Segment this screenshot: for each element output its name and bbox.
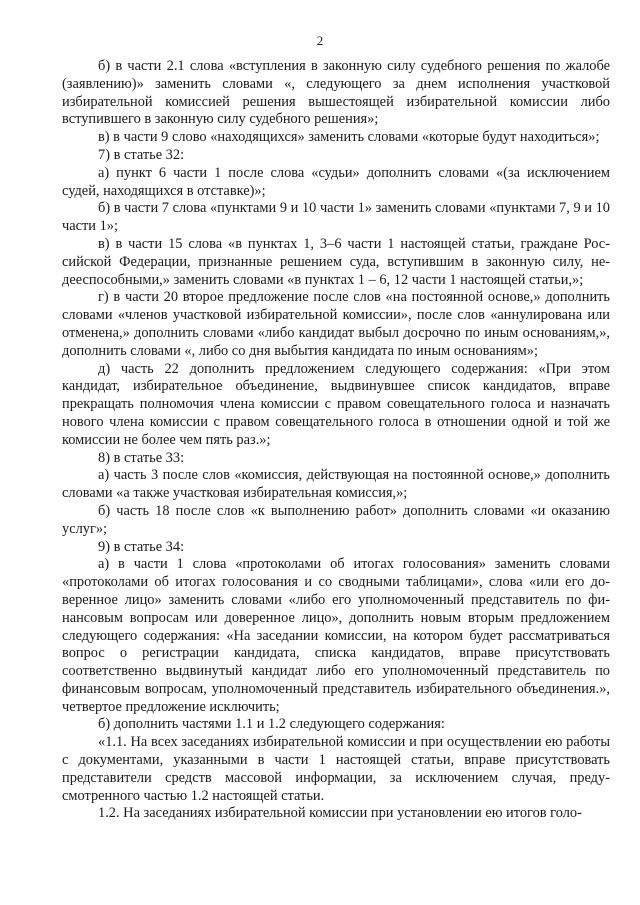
paragraph: а) часть 3 после слов «комиссия, действующая на постоянной основе,» дополнить словами «а также участковая избирательная комиссия,»; xyxy=(62,467,610,502)
document-body xyxy=(62,58,610,823)
page-number: 2 xyxy=(316,33,324,48)
paragraph: «1.1. На всех заседаниях избирательной комиссии и при осуществлении ею работы с документами, указанными в части 1 настоящей статьи, вправе присутствовать представители средств массовой информации, за исключением случая, предусмотренного частью 1.2 настоящей статьи. xyxy=(62,734,610,804)
paragraph: 8) в статье 33: xyxy=(98,449,185,466)
paragraph: а) пункт 6 части 1 после слова «судьи» дополнить словами «(за исключением судей, находящихся в отставке)»; xyxy=(62,164,610,199)
paragraph: г) в части 20 второе предложение после слов «на постоянной основе,» дополнить словами «членов участковой избирательной комиссии», после слов «аннулирована или отменена,» дополнить словами «либо кандидат выбыл досрочно по иным основаниям,», дополнить словами «, либо со дня выбытия кандидата по иным основаниям»; xyxy=(62,289,610,359)
paragraph: б) часть 18 после слов «к выполнению работ» дополнить словами «и оказанию услуг»; xyxy=(62,502,610,537)
paragraph: б) в части 7 слова «пунктами 9 и 10 части 1» заменить словами «пунктами 7, 9 и 10 части 1»; xyxy=(62,200,610,235)
paragraph: а) в части 1 слова «протоколами об итогах голосования» заменить словами «протоколами об итогах голосования и со сводными таблицами», слова «или его доверенное лицо» заменить словами «либо его уполномоченный представитель по финансовым вопросам или доверенное лицо», дополнить новым вторым предложением следующего содержания: «На заседании комиссии, на котором будет рассматриваться вопрос о регистрации кандидата, списка кандидатов, вправе присутствовать соответственно выдвинутый кандидат либо его уполномоченный представитель по финансовым вопросам, уполномоченный представитель избирательного объединения.», четвертое предложение исключить; xyxy=(62,556,610,715)
paragraph: д) часть 22 дополнить предложением следующего содержания: «При этом кандидат, избирательное объединение, выдвинувшее список кандидатов, вправе прекращать полномочия члена комиссии с правом совещательного голоса и назначать нового члена комиссии с правом совещательного голоса в отношении одной и той же комиссии не более чем пять раз.»; xyxy=(62,360,610,448)
paragraph: 7) в статье 32: xyxy=(98,146,185,163)
paragraph: 9) в статье 34: xyxy=(98,538,185,555)
paragraph: б) дополнить частями 1.1 и 1.2 следующего содержания: xyxy=(98,716,445,733)
paragraph: в) в части 9 слово «находящихся» заменить словами «которые будут находиться»; xyxy=(98,129,600,146)
paragraph: 1.2. На заседаниях избирательной комиссии при установлении ею итогов голо- xyxy=(98,805,582,822)
paragraph: в) в части 15 слова «в пунктах 1, 3–6 части 1 настоящей статьи, граждане Российской Федерации, признанные решением суда, вступившим в законную силу, недееспособными,» заменить словами «в пунктах 1 – 6, 12 части 1 настоящей статьи,»; xyxy=(62,235,610,288)
paragraph: б) в части 2.1 слова «вступления в законную силу судебного решения по жалобе (заявлению)» заменить словами «, следующего за днем исполнения участковой избирательной комиссией решения вышестоящей избирательной комиссии либо вступившего в законную силу судебного решения»; xyxy=(62,58,610,128)
